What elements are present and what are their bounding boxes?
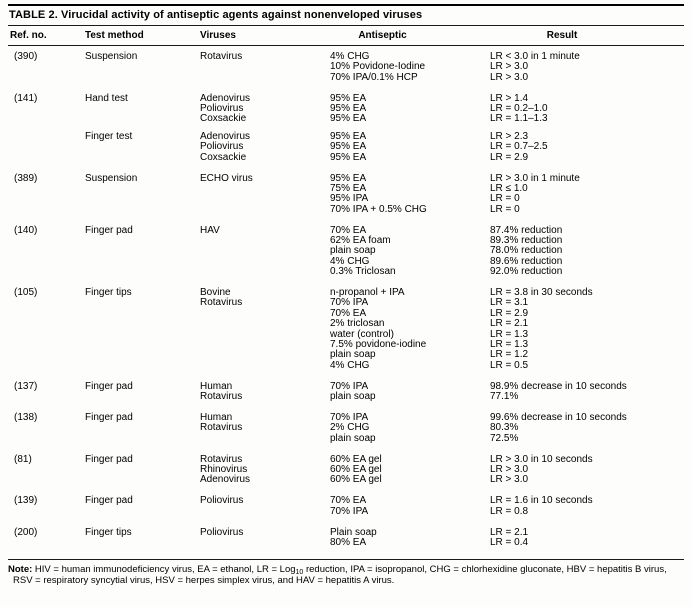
cell-virus [200,267,330,277]
cell-virus [200,257,330,267]
cell-virus [200,62,330,72]
cell-ref-no [8,465,85,475]
cell-antiseptic: 4% CHG [330,359,370,371]
column-header-antiseptic: Antiseptic [358,30,407,41]
cell-virus [200,434,330,444]
cell-ref-no [8,104,85,114]
cell-ref-no [8,184,85,194]
column-header-viruses: Viruses [200,30,236,41]
cell-antiseptic: 70% EA [330,495,367,507]
table-row [8,538,684,548]
cell-virus: Rotavirus [200,391,243,403]
cell-antiseptic: 10% Povidone-Iodine [330,61,426,73]
cell-antiseptic: 75% EA [330,182,367,194]
cell-test-method: Finger pad [85,411,133,423]
cell-antiseptic: 70% EA [330,224,367,236]
table-row [8,475,684,485]
cell-result: LR = 0.2–1.0 [490,103,548,115]
cell-virus: Rotavirus [200,51,243,62]
cell-antiseptic: plain soap [330,432,376,444]
cell-result: LR = 3.1 [490,297,529,309]
cell-virus: Rhinovirus [200,464,248,475]
cell-virus: Human [200,380,233,392]
cell-virus [200,361,330,371]
cell-ref-no [8,153,85,163]
cell-virus: Rotavirus [200,422,243,434]
cell-result: LR = 2.9 [490,307,529,319]
cell-test-method [85,62,200,72]
table-row-group [8,455,684,486]
cell-ref-no: (81) [14,453,32,465]
cell-virus [200,319,330,329]
cell-virus: Rotavirus [200,453,243,465]
cell-test-method [85,114,200,124]
cell-ref-no [8,423,85,433]
cell-ref-no [8,62,85,72]
cell-virus: Adenovirus [200,92,251,104]
cell-antiseptic: 95% EA [330,92,367,104]
cell-result: 92.0% reduction [490,266,563,278]
cell-result: LR = 1.2 [490,349,529,361]
cell-antiseptic: Plain soap [330,526,377,538]
column-header-result: Result [546,30,578,41]
cell-test-method: Finger pad [85,453,133,465]
table-row-group [8,94,684,163]
cell-antiseptic: 60% EA gel [330,474,382,486]
cell-ref-no [8,319,85,329]
cell-virus: Poliovirus [200,141,244,153]
cell-antiseptic: 2% CHG [330,422,370,434]
cell-ref-no [8,236,85,246]
cell-antiseptic: 95% EA [330,113,367,125]
cell-antiseptic: 4% CHG [330,51,370,62]
cell-result: 87.4% reduction [490,224,563,236]
cell-virus: Rotavirus [200,297,243,309]
table-row-group [8,528,684,549]
test-method-block [8,52,684,83]
cell-ref-no [8,267,85,277]
cell-test-method [85,267,200,277]
cell-test-method [85,423,200,433]
cell-test-method: Hand test [85,92,128,104]
test-method-block [8,94,684,125]
cell-antiseptic: 62% EA foam [330,234,391,246]
cell-ref-no: (137) [14,380,38,392]
cell-test-method [85,538,200,548]
cell-ref-no [8,142,85,152]
cell-result: LR = 2.1 [490,526,529,538]
column-header-ref-no: Ref. no. [10,30,47,41]
cell-result: LR > 3.0 [490,464,529,475]
cell-antiseptic: 70% IPA [330,380,369,392]
cell-antiseptic: 7.5% povidone-iodine [330,338,427,350]
cell-antiseptic: 95% EA [330,141,367,153]
table-title: TABLE 2. Virucidal activity of antiseptic agents against nonenveloped viruses [9,9,423,21]
cell-result: LR = 0.8 [490,505,529,517]
cell-result: LR = 1.3 [490,328,529,340]
cell-result: LR > 3.0 in 10 seconds [490,453,593,465]
cell-antiseptic: 70% IPA [330,411,369,423]
cell-result: 80.3% [490,422,519,434]
cell-test-method [85,257,200,267]
cell-result: LR < 3.0 in 1 minute [490,51,580,62]
cell-test-method [85,392,200,402]
cell-result: LR = 0.7–2.5 [490,141,548,153]
cell-test-method [85,246,200,256]
cell-antiseptic: 95% IPA [330,193,369,205]
test-method-block [8,455,684,486]
cell-result: LR = 0 [490,193,520,205]
cell-virus: Poliovirus [200,495,244,507]
cell-virus [200,309,330,319]
cell-test-method [85,298,200,308]
cell-virus: Bovine [200,287,231,299]
cell-virus: HAV [200,224,220,236]
cell-virus [200,350,330,360]
cell-test-method [85,330,200,340]
cell-ref-no [8,205,85,215]
cell-test-method [85,104,200,114]
footnote-text-after-sub: reduction, IPA = isopropanol, CHG = chlorhexidine gluconate, HBV = hepatitis B virus, RSV = respiratory syncytial virus, HSV = herpes simplex virus, and HAV = hepatitis A virus. [13,563,667,587]
cell-virus [200,184,330,194]
cell-result: LR > 3.0 [490,71,529,83]
cell-antiseptic: 2% triclosan [330,318,385,330]
cell-ref-no [8,340,85,350]
table-footnote [8,560,684,587]
table-body [8,46,684,548]
test-method-block [8,382,684,403]
cell-test-method [85,153,200,163]
cell-antiseptic: 60% EA gel [330,464,382,475]
cell-antiseptic: water (control) [330,328,394,340]
table-row [8,205,684,215]
cell-antiseptic: plain soap [330,245,376,257]
cell-antiseptic: 60% EA gel [330,453,382,465]
cell-result: 89.3% reduction [490,234,563,246]
cell-virus: Poliovirus [200,526,244,538]
test-method-block [8,413,684,444]
cell-antiseptic: 70% IPA [330,297,369,309]
cell-virus: Adenovirus [200,130,251,142]
cell-test-method: Finger pad [85,495,133,507]
cell-result: 77.1% [490,391,519,403]
footnote-log10-subscript: 10 [295,568,304,576]
cell-result: LR = 0.5 [490,359,529,371]
test-method-block [8,226,684,278]
cell-test-method [85,142,200,152]
cell-result: LR = 2.9 [490,151,529,163]
cell-virus [200,205,330,215]
cell-test-method [85,350,200,360]
cell-ref-no [8,73,85,83]
cell-antiseptic: 80% EA [330,536,367,548]
table-row-group [8,382,684,403]
table-row [8,507,684,517]
cell-test-method [85,475,200,485]
cell-ref-no [8,246,85,256]
test-method-block [8,132,684,163]
cell-antiseptic: 4% CHG [330,255,370,267]
test-method-block [8,174,684,216]
cell-antiseptic: 95% EA [330,151,367,163]
table-row-group [8,496,684,517]
cell-result: LR > 3.0 [490,61,529,73]
cell-virus [200,340,330,350]
cell-antiseptic: 95% EA [330,130,367,142]
cell-antiseptic: 70% IPA + 0.5% CHG [330,203,427,215]
cell-ref-no: (138) [14,411,38,423]
table-row [8,73,684,83]
cell-test-method [85,73,200,83]
cell-virus: Adenovirus [200,474,251,486]
test-method-block [8,288,684,371]
table-row-group [8,52,684,83]
cell-result: 72.5% [490,432,519,444]
table-header-row [8,26,684,45]
cell-antiseptic: 70% EA [330,307,367,319]
cell-ref-no [8,434,85,444]
cell-virus [200,236,330,246]
cell-virus: Human [200,411,233,423]
cell-virus [200,330,330,340]
test-method-block [8,528,684,549]
cell-ref-no [8,194,85,204]
table-row [8,114,684,124]
cell-test-method: Suspension [85,51,138,62]
cell-result: 89.6% reduction [490,255,563,267]
cell-test-method: Finger pad [85,380,133,392]
cell-result: LR > 3.0 [490,474,529,486]
cell-test-method [85,236,200,246]
cell-ref-no [8,361,85,371]
cell-result: LR = 0 [490,203,520,215]
cell-ref-no [8,114,85,124]
table-row [8,361,684,371]
cell-test-method [85,184,200,194]
cell-ref-no [8,392,85,402]
cell-antiseptic: 95% EA [330,103,367,115]
cell-virus: Poliovirus [200,103,244,115]
cell-ref-no: (200) [14,526,38,538]
cell-virus: Coxsackie [200,151,247,163]
cell-virus: Coxsackie [200,113,247,125]
table-row [8,267,684,277]
cell-result: LR = 0.4 [490,536,529,548]
cell-test-method [85,340,200,350]
cell-result: 99.6% decrease in 10 seconds [490,411,627,423]
table-row-group [8,413,684,444]
footnote-label: Note: [8,563,33,575]
cell-virus [200,507,330,517]
cell-ref-no: (105) [14,287,38,299]
cell-antiseptic: 95% EA [330,172,367,184]
cell-test-method [85,194,200,204]
cell-result: LR = 1.1–1.3 [490,113,548,125]
cell-virus [200,73,330,83]
cell-virus [200,194,330,204]
cell-result: LR ≤ 1.0 [490,182,528,194]
table-row [8,392,684,402]
cell-result: LR > 2.3 [490,130,529,142]
cell-result: LR > 3.0 in 1 minute [490,172,580,184]
cell-result: LR = 3.8 in 30 seconds [490,287,593,299]
cell-result: LR > 1.4 [490,92,529,104]
cell-ref-no [8,132,85,142]
cell-ref-no [8,309,85,319]
cell-virus [200,538,330,548]
cell-test-method: Finger test [85,130,133,142]
cell-virus [200,246,330,256]
cell-test-method [85,434,200,444]
cell-ref-no [8,298,85,308]
cell-result: LR = 2.1 [490,318,529,330]
cell-result: 78.0% reduction [490,245,563,257]
footnote-text-before-sub: HIV = human immunodeficiency virus, EA = ethanol, LR = Log [32,563,296,575]
cell-ref-no [8,330,85,340]
cell-ref-no: (141) [14,92,38,104]
cell-ref-no [8,507,85,517]
cell-test-method [85,361,200,371]
cell-test-method: Finger pad [85,224,133,236]
table-row [8,153,684,163]
cell-antiseptic: 0.3% Triclosan [330,266,396,278]
test-method-block [8,496,684,517]
cell-ref-no [8,475,85,485]
cell-antiseptic: n-propanol + IPA [330,287,405,299]
cell-virus: ECHO virus [200,172,253,184]
cell-ref-no: (389) [14,172,38,184]
table-row-group [8,174,684,216]
cell-ref-no [8,257,85,267]
cell-antiseptic: 70% IPA [330,505,369,517]
table-row-group [8,226,684,278]
cell-ref-no: (390) [14,51,38,62]
cell-test-method: Suspension [85,172,138,184]
cell-test-method [85,309,200,319]
cell-test-method [85,507,200,517]
cell-result: 98.9% decrease in 10 seconds [490,380,627,392]
cell-test-method: Finger tips [85,287,132,299]
table-row [8,434,684,444]
cell-test-method: Finger tips [85,526,132,538]
column-header-test-method: Test method [85,30,144,41]
cell-test-method [85,205,200,215]
cell-ref-no [8,538,85,548]
cell-test-method [85,319,200,329]
cell-ref-no: (140) [14,224,38,236]
cell-ref-no: (139) [14,495,38,507]
cell-ref-no [8,350,85,360]
cell-result: LR = 1.3 [490,338,529,350]
cell-antiseptic: 70% IPA/0.1% HCP [330,71,418,83]
cell-test-method [85,465,200,475]
cell-antiseptic: plain soap [330,349,376,361]
cell-result: LR = 1.6 in 10 seconds [490,495,593,507]
table-row-group [8,288,684,371]
cell-antiseptic: plain soap [330,391,376,403]
